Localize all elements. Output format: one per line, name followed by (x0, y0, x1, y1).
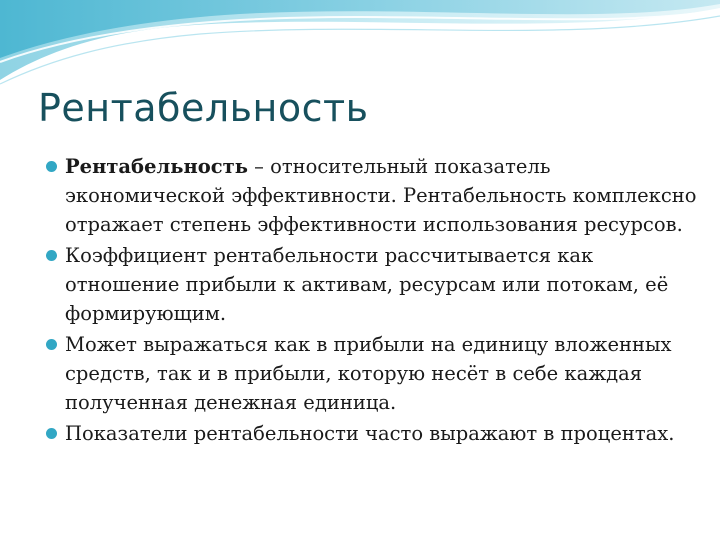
bullet-list (46, 152, 706, 450)
bullet-bold-term: Рентабельность (65, 155, 248, 178)
bullet-item (46, 330, 706, 417)
bullet-dot-icon (46, 428, 57, 439)
bullet-text: Показатели рентабельности часто выражают в процентах. (65, 422, 675, 445)
bullet-dot-icon (46, 339, 57, 350)
bullet-dot-icon (46, 250, 57, 261)
bullet-dot-icon (46, 161, 57, 172)
bullet-text: – относительный показатель экономической эффективности. Рентабельность комплексно отражает степень эффективности использования ресурсов. (65, 155, 697, 236)
bullet-text: Коэффициент рентабельности рассчитывается как отношение прибыли к активам, ресурсам или потокам, её формирующим. (65, 244, 669, 325)
bullet-item (46, 241, 706, 328)
bullet-text: Может выражаться как в прибыли на единицу вложенных средств, так и в прибыли, которую несёт в себе каждая полученная денежная единица. (65, 333, 672, 414)
slide-title: Рентабельность (38, 86, 369, 130)
header-wave-decoration (0, 0, 720, 90)
bullet-item (46, 419, 706, 448)
bullet-item (46, 152, 706, 239)
